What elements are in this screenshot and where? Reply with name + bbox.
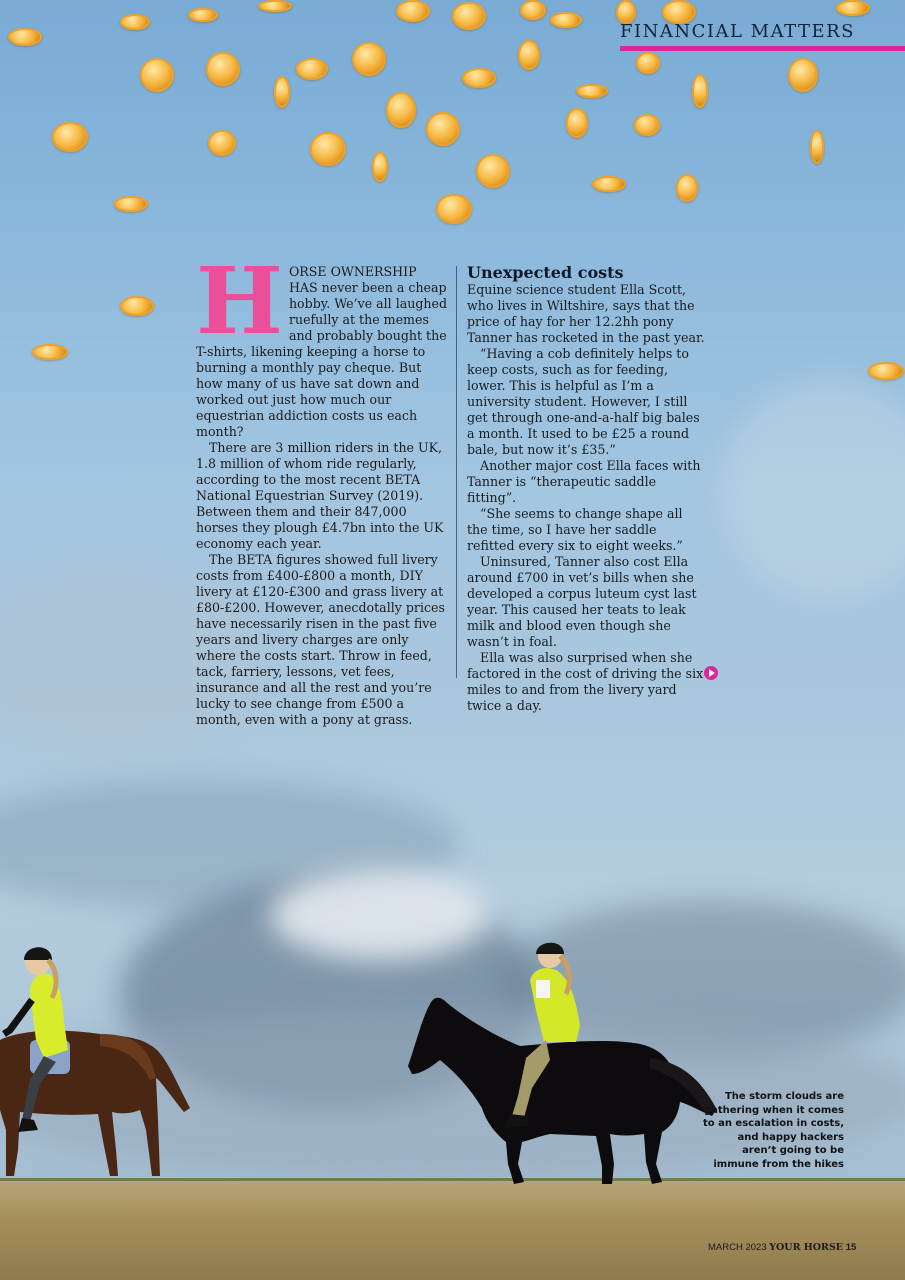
magazine-name: YOUR HORSE — [769, 1242, 844, 1253]
gold-coin-icon — [692, 74, 708, 108]
column-divider — [456, 266, 457, 678]
photo-caption: The storm clouds are gathering when it comes to an escalation in costs, and happy hackers aren’t going to be immune from the hikes — [702, 1091, 844, 1170]
gold-coin-icon — [426, 112, 460, 146]
gold-coin-icon — [518, 40, 540, 70]
paragraph: The BETA figures showed full livery costs from £400-£800 a month, DIY livery at £120-£300 and grass livery at £80-£200. However, anecdotally prices have necessarily risen in the past five years and livery charges are only where the costs start. Throw in feed, tack, farriery, lessons, vet fees, insurance and all the rest and you’re lucky to see change from £500 a month, even with a pony at grass. — [196, 552, 445, 727]
gold-coin-icon — [634, 114, 660, 136]
gold-coin-icon — [120, 14, 150, 30]
article-column-2 — [467, 264, 707, 714]
gold-coin-icon — [476, 154, 510, 188]
rider-bay-horse-image — [0, 930, 200, 1182]
gold-coin-icon — [52, 122, 88, 152]
grass-field — [0, 1178, 905, 1280]
drop-cap: H — [196, 247, 283, 355]
gold-coin-icon — [396, 0, 430, 22]
gold-coin-icon — [810, 130, 824, 164]
paragraph: Another major cost Ella faces with Tanner is “therapeutic saddle fitting”. — [467, 458, 701, 505]
issue-date: MARCH 2023 — [708, 1242, 767, 1253]
page-number: 15 — [845, 1242, 857, 1253]
gold-coin-icon — [114, 196, 148, 212]
gold-coin-icon — [868, 362, 904, 380]
gold-coin-icon — [372, 152, 388, 182]
gold-coin-icon — [636, 52, 660, 74]
paragraph: Ella was also surprised when she factored in the cost of driving the six miles to and from the livery yard twice a day. — [467, 650, 704, 713]
subheading: Unexpected costs — [467, 263, 624, 282]
gold-coin-icon — [788, 58, 818, 92]
gold-coin-icon — [462, 68, 496, 88]
gold-coin-icon — [32, 344, 68, 360]
gold-coin-icon — [520, 0, 546, 20]
section-rule — [620, 46, 905, 51]
gold-coin-icon — [836, 0, 870, 16]
paragraph: Uninsured, Tanner also cost Ella around £700 in vet’s bills when she developed a corpus luteum cyst last year. This caused her teats to leak milk and blood even though she wasn’t in foal. — [467, 554, 697, 649]
gold-coin-icon — [120, 296, 154, 316]
article-column-1 — [196, 247, 448, 728]
gold-coin-icon — [296, 58, 328, 80]
paragraph: Equine science student Ella Scott, who lives in Wiltshire, says that the price of hay for her 12.2hh pony Tanner has rocketed in the past year. — [467, 282, 705, 345]
paragraph: “She seems to change shape all the time, so I have her saddle refitted every six to eight weeks.” — [467, 506, 683, 553]
gold-coin-icon — [576, 84, 608, 98]
cloud — [720, 380, 905, 600]
gold-coin-icon — [206, 52, 240, 86]
gold-coin-icon — [352, 42, 386, 76]
continue-arrow-icon[interactable] — [704, 666, 718, 680]
gold-coin-icon — [208, 130, 236, 156]
paragraph: ORSE OWNERSHIP HAS never been a cheap hobby. We’ve all laughed ruefully at the memes and probably bought the T-shirts, likening keeping a horse to burning a monthly pay cheque. But how many of us have sat down and worked out just how much our equestrian addiction costs us each month? — [196, 264, 448, 439]
gold-coin-icon — [274, 76, 290, 108]
gold-coin-icon — [140, 58, 174, 92]
gold-coin-icon — [436, 194, 472, 224]
gold-coin-icon — [188, 8, 218, 22]
paragraph: “Having a cob definitely helps to keep costs, such as for feeding, lower. This is helpful as I’m a university student. However, I still get through one-and-a-half big bales a month. It used to be £25 a round bale, but now it’s £35.” — [467, 346, 700, 457]
section-label: FINANCIAL MATTERS — [620, 21, 855, 42]
gold-coin-icon — [8, 28, 42, 46]
paragraph: There are 3 million riders in the UK, 1.8 million of whom ride regularly, according to the most recent BETA National Equestrian Survey (2019). Between them and their 847,000 horses they plough £4.7bn into the UK economy each year. — [196, 440, 444, 551]
gold-coin-icon — [258, 0, 292, 12]
page-footer — [708, 1242, 856, 1253]
gold-coin-icon — [452, 2, 486, 30]
gold-coin-icon — [676, 174, 698, 202]
gold-coin-icon — [592, 176, 626, 192]
gold-coin-icon — [386, 92, 416, 128]
gold-coin-icon — [310, 132, 346, 166]
gold-coin-icon — [550, 12, 582, 28]
gold-coin-icon — [566, 108, 588, 138]
rider-black-horse-image — [400, 938, 720, 1190]
